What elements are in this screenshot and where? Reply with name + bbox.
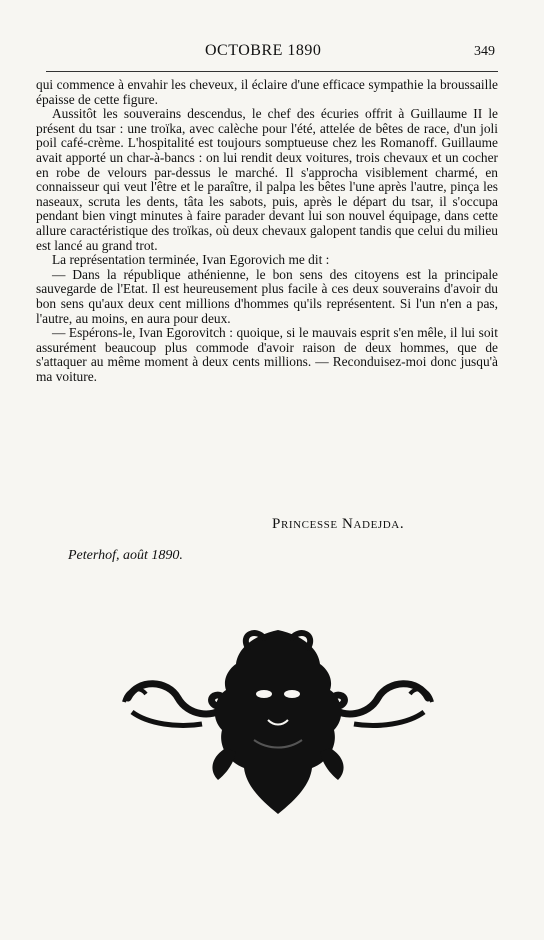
ornament-vignette xyxy=(118,628,438,818)
paragraph: — Dans la république athénienne, le bon sens des citoyens est la principale sauvegarde de l'Etat. Il est heureusement plus facile à ces deux souverains d'avoir du bon sens qu'aux deux cent millions d'hommes qu'ils représentent. Si l'un n'en a pas, l'autre, au moins, en aura pour deux. xyxy=(36,266,498,326)
paragraph: qui commence à envahir les cheveux, il éclaire d'une efficace sympathie la broussaille épaisse de cette figure. xyxy=(36,77,498,107)
paragraph: — Espérons-le, Ivan Egorovitch : quoique, si le mauvais esprit s'en mêle, il lui soit assurément beaucoup plus commode d'avoir raison de deux hommes, que de s'attaquer au même moment à deux cents millions. — Reconduisez-moi donc jusqu'à ma voiture. xyxy=(36,325,498,384)
article-body xyxy=(36,78,498,384)
header-rule xyxy=(46,71,498,72)
page-number: 349 xyxy=(474,44,495,59)
paragraph: Aussitôt les souverains descendus, le chef des écuries offrit à Guillaume II le présent du tsar : une troïka, avec calèche pour l'été, attelée de bêtes de race, d'un joli poil café-crème. L'hospitalité est toujours somptueuse chez les Romanoff. Guillaume avait apporté un char-à-bancs : on lui rendit deux voitures, trois chevaux et un cocher en robe de velours par-dessus le marché. Il s'approcha visiblement charmé, en connaisseur qui veut l'être et le paraître, il palpa les bêtes l'une après l'autre, pinça les naseaux, scruta les dents, tâta les sabots, puis, après le départ du tsar, il s'occupa pendant bien vingt minutes à faire parader devant lui son nouvel équipage, dans cette allure caractéristique des troïkas, où deux chevaux galopent tandis que celui du milieu est lancé au grand trot. xyxy=(36,106,498,253)
author-signature: Princesse Nadejda. xyxy=(272,516,405,532)
paragraph: La représentation terminée, Ivan Egorovich me dit : xyxy=(52,252,330,268)
running-header xyxy=(0,42,544,64)
dateline: Peterhof, août 1890. xyxy=(68,548,183,563)
header-title: OCTOBRE 1890 xyxy=(205,42,322,59)
